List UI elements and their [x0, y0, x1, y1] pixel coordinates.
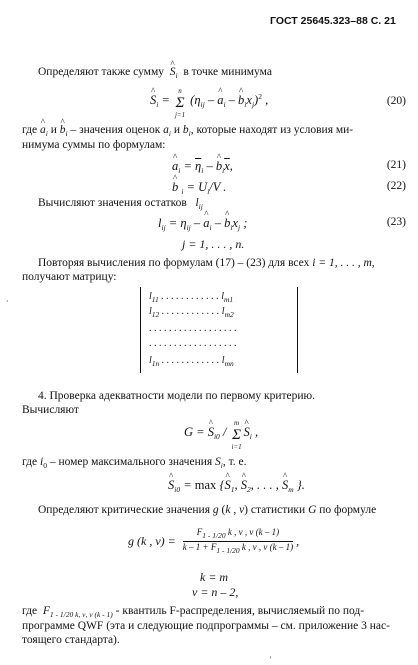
residual-matrix: [140, 287, 298, 373]
equation-20: ^ $S_i$ = n Σ j=1 ($\eta_{ij}$ – ^ $a_i$ – ^ $b_ix_j)^2$ ,: [150, 93, 268, 111]
k-equation: k = m: [200, 570, 229, 584]
equation-g: g (k , ν) = $\frac{F_{1 - 1/20} k , \nu , \nu (k - 1)}{k - 1 + F_{1 - 1/20} k , \nu , \nu (k - 1)}$ ,: [128, 527, 300, 555]
footer-line-2: программе QWF (эта и следующие подпрограммы – см. приложение 3 нас-: [22, 620, 390, 632]
residuals-text: Вычисляют значения остатков $l_{ij}$: [38, 197, 203, 211]
critical-values-text: Определяют критические значения g (k , ν) статистики G по формуле: [38, 504, 377, 516]
equation-20-number: (20): [386, 95, 406, 107]
repeat-text-1: Повторяя вычисления по формулам (17) – (23) для всех i = 1, . . . , m,: [38, 257, 375, 269]
compute-text: Вычисляют: [22, 404, 79, 416]
nu-equation: ν = n – 2,: [192, 585, 239, 599]
j-range: j = 1, . . . , n.: [182, 237, 245, 251]
equation-23: $l_{ij} = \eta_{ij}$ – ^ $a_i$ – ^ $b_ix_j$ ;: [158, 217, 247, 232]
equation-22-number: (22): [386, 180, 406, 192]
margin-mark: ·: [6, 297, 9, 306]
equation-22: ^ b $_i = U_i/V$ .: [172, 181, 226, 196]
equation-23-number: (23): [386, 216, 406, 228]
matrix-row-2: $l_{12}$ . . . . . . . . . . . . $l_{m2}$: [149, 306, 234, 319]
matrix-row-n: $l_{1n}$ . . . . . . . . . . . . $l_{mn}$: [149, 355, 234, 368]
definition-line-1: где ^ $a_i$ и ^ $b_i$ – значения оценок $a_i$ и $b_i$, которые находят из условия ми-: [22, 125, 353, 138]
equation-21: ^ $a_i = \overline{\eta}_i$ – ^ $b_i\overline{x}$,: [172, 160, 233, 175]
matrix-row-dots-2: . . . . . . . . . . . . . . . . . .: [149, 338, 237, 349]
footer-line-3: тоящего стандарта).: [22, 634, 120, 646]
bottom-mark: ': [270, 655, 272, 664]
repeat-text-2: получают матрицу:: [22, 271, 117, 283]
definition-line-2: нимума суммы по формулам:: [22, 139, 166, 151]
equation-G: G = ^ $S_{i0}$ / m Σ i=1 ^ $S_i$ ,: [184, 426, 258, 443]
equation-21-number: (21): [386, 159, 406, 171]
paragraph-intro: Определяют также сумму ^ $S_i$ в точке минимума: [38, 67, 272, 80]
section-4-title: 4. Проверка адекватности модели по первому критерию.: [38, 390, 316, 402]
i0-definition: где $i_0$ – номер максимального значения $S_i$, т. е.: [22, 456, 247, 470]
page-header: ГОСТ 25645.323–88 С. 21: [270, 15, 396, 27]
equation-max: ^ $S_{i0} = \max$ {^ $S_1$, ^ $S_2$, . . . , ^ $S_m$ }.: [168, 479, 305, 494]
matrix-row-1: $l_{11}$ . . . . . . . . . . . . $l_{m1}$: [149, 291, 234, 304]
footer-line-1: где $F_{1 - 1/20 k, \nu, \nu (k - 1)}$ - квантиль F-распределения, вычисляемый по под-: [22, 605, 365, 619]
matrix-row-dots-1: . . . . . . . . . . . . . . . . . .: [149, 323, 237, 334]
